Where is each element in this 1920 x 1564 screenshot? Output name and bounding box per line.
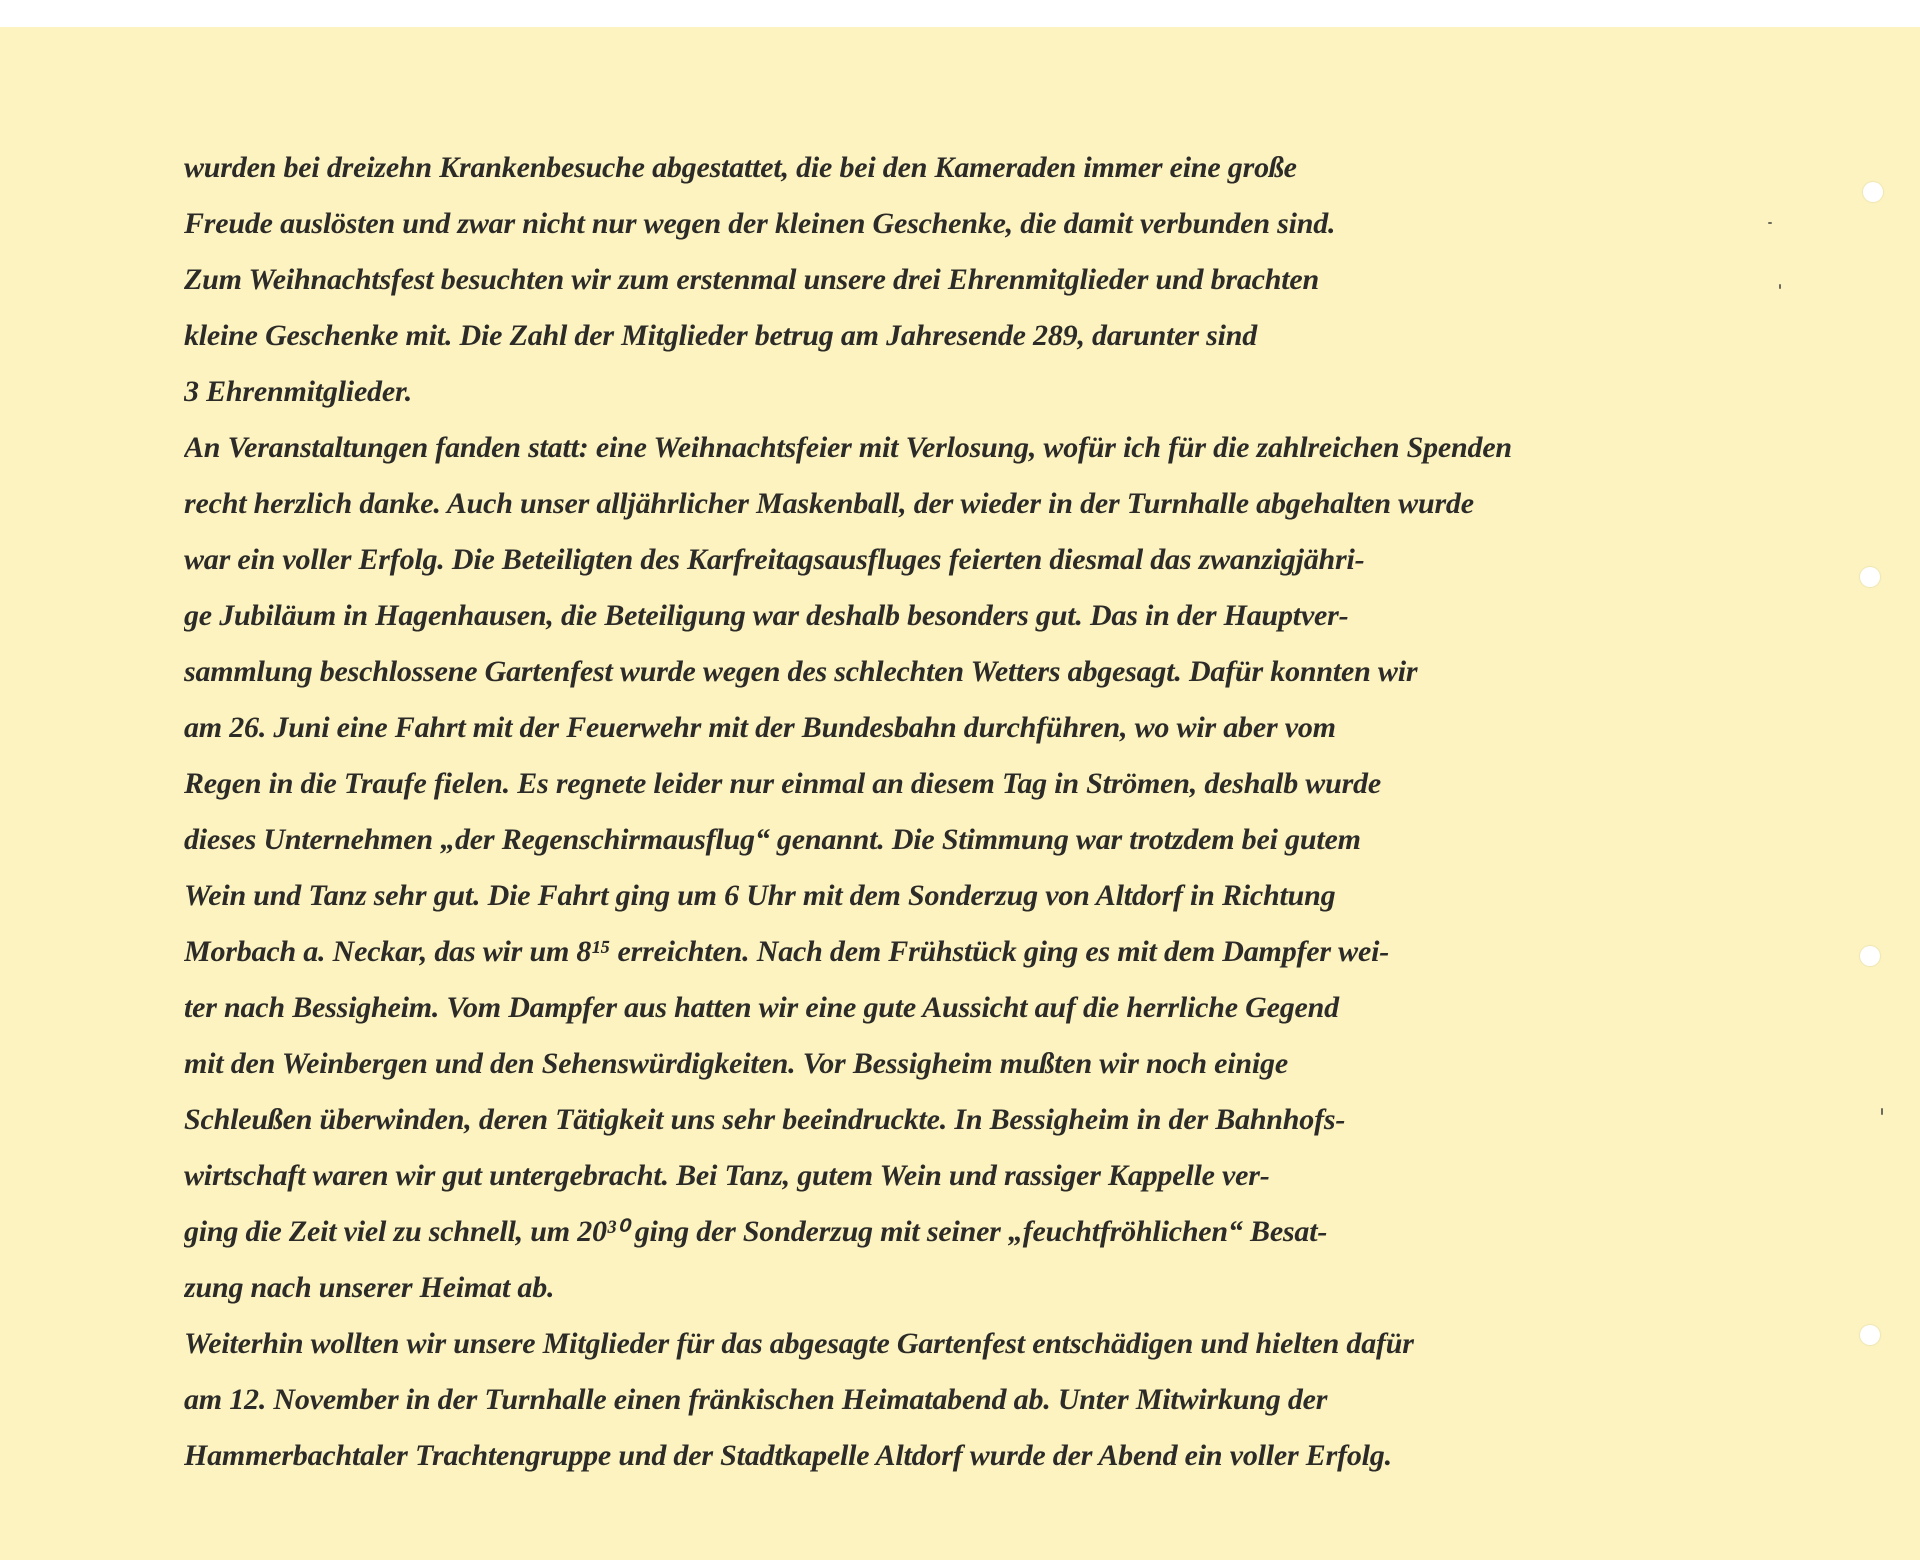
text-line: Freude auslösten und zwar nicht nur wegen der kleinen Geschenke, die damit verbunden sind. — [184, 207, 1336, 240]
punch-hole — [1863, 182, 1883, 202]
ink-speck — [1779, 284, 1781, 289]
text-line: wurden bei dreizehn Krankenbesuche abgestattet, die bei den Kameraden immer eine große — [184, 151, 1297, 184]
text-line: ge Jubiläum in Hagenhausen, die Beteiligung war deshalb besonders gut. Das in der Hauptver- — [184, 599, 1349, 632]
text-line: sammlung beschlossene Gartenfest wurde wegen des schlechten Wetters abgesagt. Dafür konnten wir — [184, 655, 1418, 688]
text-line: Regen in die Traufe fielen. Es regnete leider nur einmal an diesem Tag in Strömen, deshalb wurde — [184, 767, 1381, 800]
text-line: zung nach unserer Heimat ab. — [184, 1271, 555, 1304]
text-line: Schleußen überwinden, deren Tätigkeit uns sehr beeindruckte. In Bessigheim in der Bahnhofs- — [184, 1103, 1346, 1136]
handwritten-text — [184, 140, 1824, 1484]
text-line: dieses Unternehmen „der Regenschirmausflug“ genannt. Die Stimmung war trotzdem bei gutem — [184, 823, 1361, 856]
text-line: war ein voller Erfolg. Die Beteiligten des Karfreitagsausfluges feierten diesmal das zwanzigjähri- — [184, 543, 1365, 576]
text-line: Weiterhin wollten wir unsere Mitglieder für das abgesagte Gartenfest entschädigen und hielten dafür — [184, 1327, 1414, 1360]
text-line: Morbach a. Neckar, das wir um 8¹⁵ erreichten. Nach dem Frühstück ging es mit dem Dampfer wei- — [184, 935, 1390, 968]
punch-hole — [1860, 1325, 1880, 1345]
text-line: kleine Geschenke mit. Die Zahl der Mitglieder betrug am Jahresende 289, darunter sind — [184, 319, 1258, 352]
text-line: am 26. Juni eine Fahrt mit der Feuerwehr mit der Bundesbahn durchführen, wo wir aber vom — [184, 711, 1336, 744]
punch-hole — [1860, 946, 1880, 966]
text-line: ging die Zeit viel zu schnell, um 20³⁰ ging der Sonderzug mit seiner „feuchtfröhlichen“ Besat- — [184, 1215, 1328, 1248]
text-line: mit den Weinbergen und den Sehenswürdigkeiten. Vor Bessigheim mußten wir noch einige — [184, 1047, 1288, 1080]
text-line: am 12. November in der Turnhalle einen fränkischen Heimatabend ab. Unter Mitwirkung der — [184, 1383, 1328, 1416]
ink-speck — [1881, 1108, 1883, 1115]
text-line: wirtschaft waren wir gut untergebracht. Bei Tanz, gutem Wein und rassiger Kappelle ver- — [184, 1159, 1270, 1192]
text-line: Hammerbachtaler Trachtengruppe und der Stadtkapelle Altdorf wurde der Abend ein voller Erfolg. — [184, 1439, 1392, 1472]
punch-hole — [1860, 567, 1880, 587]
ink-speck — [1768, 222, 1772, 224]
text-line: recht herzlich danke. Auch unser alljährlicher Maskenball, der wieder in der Turnhalle abgehalten wurde — [184, 487, 1474, 520]
text-line: Zum Weihnachtsfest besuchten wir zum erstenmal unsere drei Ehrenmitglieder und brachten — [184, 263, 1319, 296]
text-line: 3 Ehrenmitglieder. — [184, 375, 413, 408]
text-line: An Veranstaltungen fanden statt: eine Weihnachtsfeier mit Verlosung, wofür ich für die zahlreichen Spenden — [184, 431, 1512, 464]
text-line: ter nach Bessigheim. Vom Dampfer aus hatten wir eine gute Aussicht auf die herrliche Gegend — [184, 991, 1339, 1024]
text-line: Wein und Tanz sehr gut. Die Fahrt ging um 6 Uhr mit dem Sonderzug von Altdorf in Richtung — [184, 879, 1336, 912]
